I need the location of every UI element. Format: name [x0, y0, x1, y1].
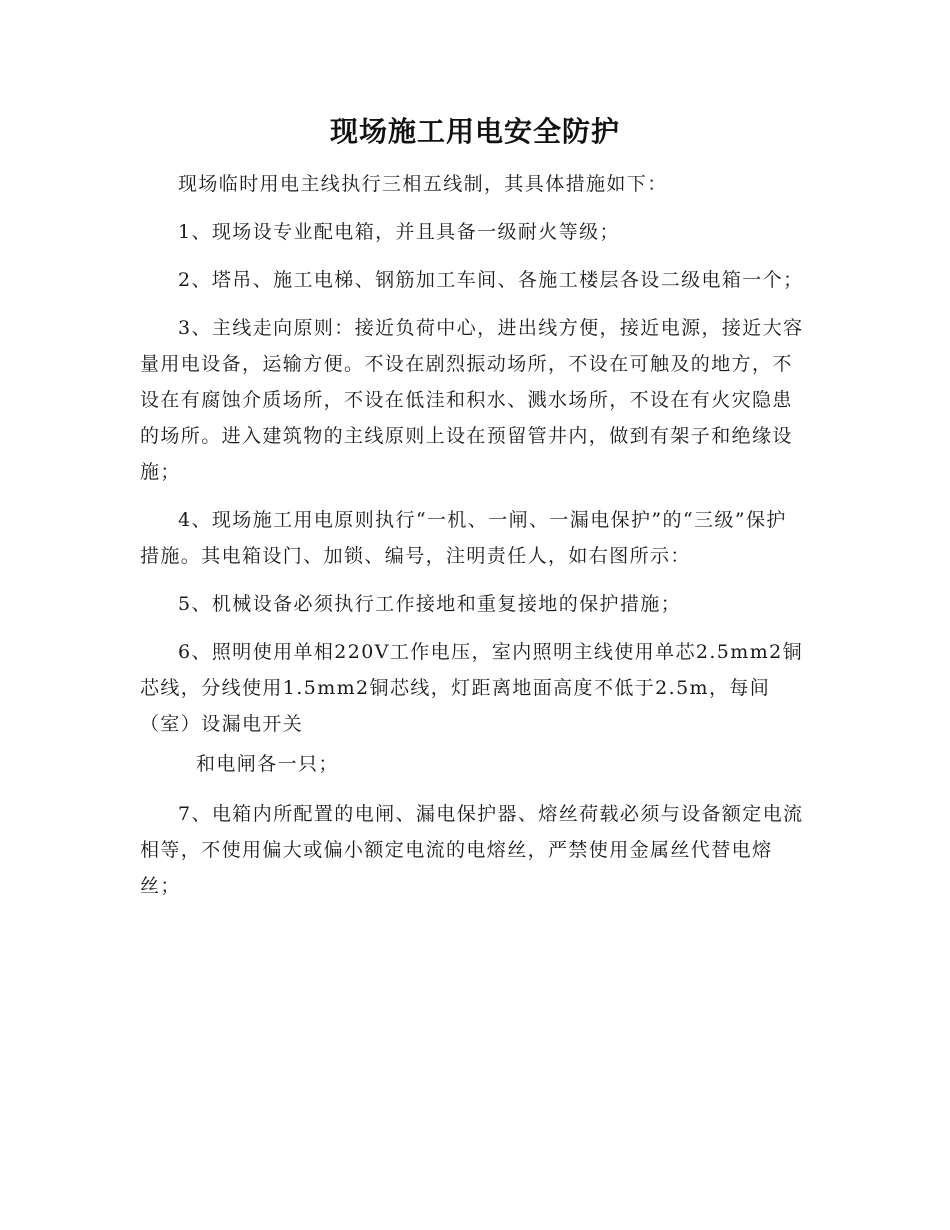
- item-paragraph-7: 7、电箱内所配置的电闸、漏电保护器、熔丝荷载必须与设备额定电流相等，不使用偏大或偏小额定电流的电熔丝，严禁使用金属丝代替电熔丝；: [140, 803, 804, 897]
- item-paragraph-6-continuation: 和电闸各一只；: [196, 753, 339, 775]
- item-paragraph-3: 3、主线走向原则：接近负荷中心，进出线方便，接近电源，接近大容量用电设备，运输方便。不设在剧烈振动场所，不设在可触及的地方，不设在有腐蚀介质场所，不设在低洼和积水、溅水场所，不设在有火灾隐患的场所。进入建筑物的主线原则上设在预留管井内，做到有架子和绝缘设施；: [140, 317, 804, 483]
- document-title: 现场施工用电安全防护: [329, 115, 620, 148]
- item-paragraph-2: 2、塔吊、施工电梯、钢筋加工车间、各施工楼层各设二级电箱一个；: [178, 269, 804, 291]
- intro-paragraph: 现场临时用电主线执行三相五线制，其具体措施如下：: [178, 173, 668, 195]
- item-paragraph-4: 4、现场施工用电原则执行“一机、一闸、一漏电保护”的“三级”保护措施。其电箱设门、加锁、编号，注明责任人，如右图所示：: [140, 509, 787, 567]
- item-paragraph-1: 1、现场设专业配电箱，并且具备一级耐火等级；: [178, 221, 620, 243]
- document-body: [140, 166, 805, 916]
- item-paragraph-5: 5、机械设备必须执行工作接地和重复接地的保护措施；: [178, 593, 682, 615]
- item-paragraph-6: 6、照明使用单相220V工作电压，室内照明主线使用单芯2.5mm2铜芯线，分线使用1.5mm2铜芯线，灯距离地面高度不低于2.5m，每间（室）设漏电开关: [140, 641, 804, 735]
